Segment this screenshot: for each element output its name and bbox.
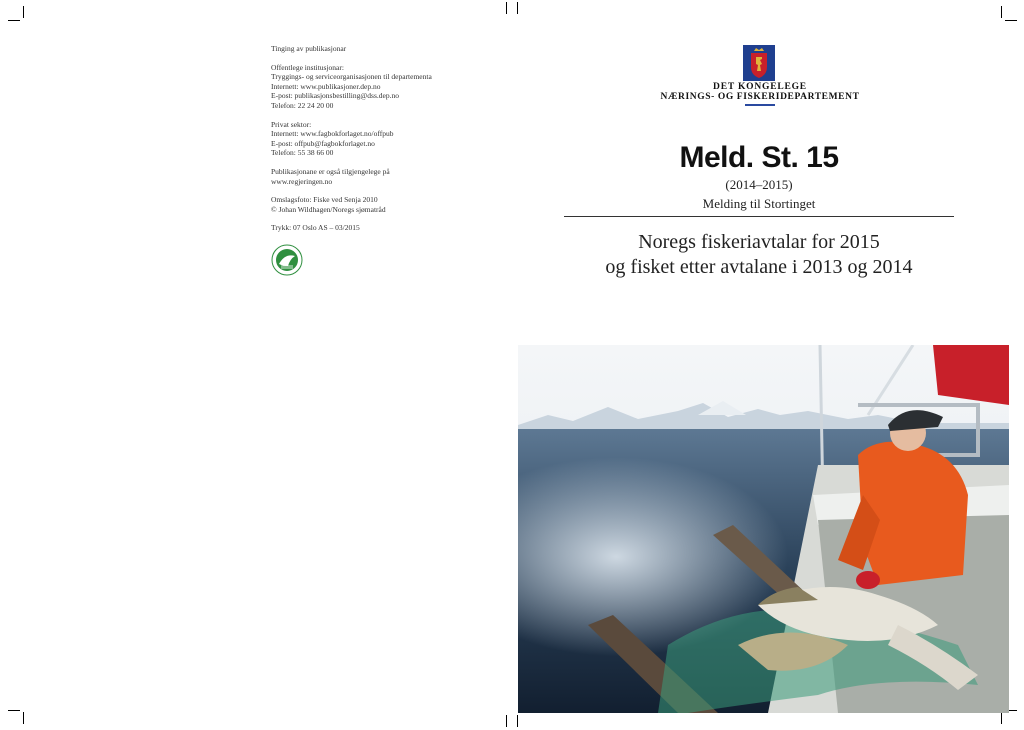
available-line: www.regjeringen.no (271, 176, 333, 186)
private-line: E-post: offpub@fagbokforlaget.no (271, 138, 375, 148)
private-line: Internett: www.fagbokforlaget.no/offpub (271, 129, 394, 139)
private-heading: Privat sektor: (271, 119, 312, 129)
session-years: (2014–2015) (725, 177, 793, 192)
photo-credit-line: Omslagsfoto: Fiske ved Senja 2010 (271, 195, 378, 205)
department-name-line2: NÆRINGS- OG FISKERIDEPARTEMENT (660, 92, 860, 102)
public-line: Telefon: 22 24 20 00 (271, 100, 334, 110)
main-title-line2: og fisket etter avtalane i 2013 og 2014 (605, 256, 913, 278)
crop-mark (1001, 712, 1002, 724)
department-name-line1: DET KONGELEGE (713, 82, 807, 92)
crop-mark (517, 2, 518, 14)
print-line: Trykk: 07 Oslo AS – 03/2015 (271, 223, 360, 233)
crop-mark (23, 6, 24, 18)
back-cover-info (271, 44, 501, 242)
crop-mark (506, 2, 507, 14)
crop-mark (23, 712, 24, 724)
crop-mark (517, 715, 518, 727)
photo-credit-line: © Johan Wildhagen/Noregs sjømatråd (271, 204, 386, 214)
crop-mark (8, 20, 20, 21)
crop-mark (506, 715, 507, 727)
coat-of-arms (743, 45, 775, 81)
title-divider (564, 216, 954, 217)
crop-mark (1005, 20, 1017, 21)
ordering-heading: Tinging av publikasjonar (271, 44, 347, 53)
main-title (560, 230, 958, 280)
private-line: Telefon: 55 38 66 00 (271, 148, 334, 158)
cover-photo (518, 345, 1009, 713)
department-logo (660, 45, 860, 109)
available-line: Publikasjonane er også tilgjengelege på (271, 166, 390, 176)
main-title-line1: Noregs fiskeriavtalar for 2015 (638, 231, 880, 253)
document-type: Melding til Stortinget (702, 196, 816, 211)
public-line: E-post: publikasjonsbestilling@dss.dep.no (271, 91, 399, 101)
coat-of-arms-icon (743, 45, 775, 81)
report-number-title: Meld. St. 15 (679, 141, 839, 174)
logo-underline (745, 104, 775, 106)
fishing-boat-photo (518, 345, 1009, 713)
public-line: Tryggings- og serviceorganisasjonen til departementa (271, 72, 432, 82)
crop-mark (1001, 6, 1002, 18)
public-line: Internett: www.publikasjoner.dep.no (271, 81, 381, 91)
public-heading: Offentlege institusjonar: (271, 62, 344, 72)
crop-mark (8, 710, 20, 711)
nordic-swan-ecolabel-icon (271, 244, 303, 276)
